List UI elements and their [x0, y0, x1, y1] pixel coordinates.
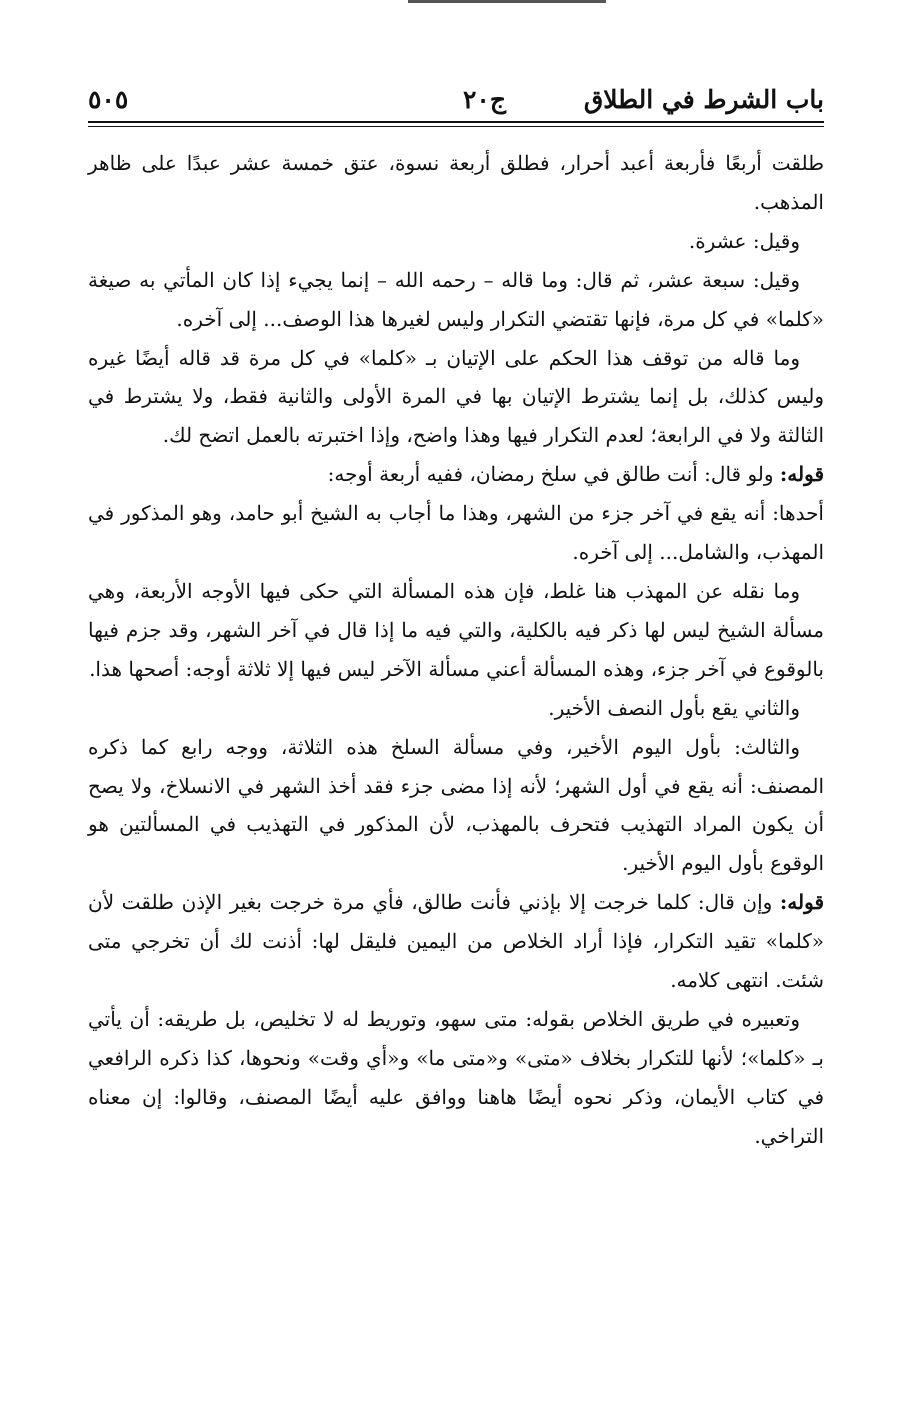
paragraph-lead: قوله: — [779, 890, 824, 915]
paragraph: وقيل: سبعة عشر، ثم قال: وما قاله – رحمه الله – إنما يجيء إذا كان المأتي به صيغة «كلما» في كل مرة، فإنها تقتضي التكرار وليس لغيرها هذا الوصف... إلى آخره. — [88, 267, 824, 331]
page-number: ٥٠٥ — [88, 85, 129, 114]
header-rule-thick — [88, 121, 824, 123]
paragraph: أحدها: أنه يقع في آخر جزء من الشهر، وهذا ما أجاب به الشيخ أبو حامد، وهو المذكور في المهذب، والشامل... إلى آخره. — [88, 501, 824, 565]
paragraph-lead: قوله: — [779, 462, 824, 487]
header-rule-thin — [88, 126, 824, 127]
top-rule — [408, 0, 606, 3]
chapter-title: باب الشرط في الطلاق — [583, 85, 824, 114]
paragraph: والثاني يقع بأول النصف الأخير. — [548, 695, 800, 720]
paragraph-text: ولو قال: أنت طالق في سلخ رمضان، ففيه أربعة أوجه: — [327, 462, 780, 487]
paragraph — [88, 883, 824, 1000]
paragraph: وتعبيره في طريق الخلاص بقوله: متى سهو، وتوريط له لا تخليص، بل طريقه: أن يأتي بـ «كلما»؛ لأنها للتكرار بخلاف «متى» و«متى ما» و«أي وقت» ونحوها، كذا ذكره الرافعي في كتاب الأيمان، وذكر نحوه أيضًا هاهنا ووافق عليه أيضًا المصنف، وقالوا: إن معناه التراخي. — [88, 1006, 824, 1148]
paragraph — [88, 455, 824, 494]
paragraph: وقيل: عشرة. — [688, 228, 800, 253]
paragraph: والثالث: بأول اليوم الأخير، وفي مسألة السلخ هذه الثلاثة، ووجه رابع كما ذكره المصنف: أنه يقع في أول الشهر؛ لأنه إذا مضى جزء فقد أخذ الشهر في الانسلاخ، ولا يصح أن يكون المراد التهذيب فتحرف بالمهذب، لأن المذكور في التهذيب في المسألتين هو الوقوع بأول اليوم الأخير. — [88, 734, 824, 876]
page-header — [88, 84, 824, 124]
paragraph-text: وإن قال: كلما خرجت إلا بإذني فأنت طالق، فأي مرة خرجت بغير الإذن طلقت لأن «كلما» تقيد التكرار، فإذا أراد الخلاص من اليمين فليقل لها: أذنت لك أن تخرجي متى شئت. انتهى كلامه. — [88, 890, 824, 993]
volume-number: ج٢٠ — [463, 85, 506, 114]
paragraph: وما قاله من توقف هذا الحكم على الإتيان بـ «كلما» في كل مرة قد قاله أيضًا غيره وليس كذلك، بل إنما يشترط الإتيان بها في المرة الأولى والثانية فقط، ولا يشترط في الثالثة ولا في الرابعة؛ لعدم التكرار فيها وهذا واضح، وإذا اختبرته بالعمل اتضح لك. — [88, 345, 824, 448]
paragraph: طلقت أربعًا فأربعة أعبد أحرار، فطلق أربعة نسوة، عتق خمسة عشر عبدًا على ظاهر المذهب. — [88, 151, 824, 214]
paragraph: وما نقله عن المهذب هنا غلط، فإن هذه المسألة التي حكى فيها الأوجه الأربعة، وهي مسألة الشيخ ليس لها ذكر فيه بالكلية، والتي فيه ما إذا قال في آخر الشهر، وقد جزم فيها بالوقوع في آخر جزء، وهذه المسألة أعني مسألة الآخر ليس فيها إلا ثلاثة أوجه: أصحها هذا. — [88, 578, 825, 681]
body-text — [88, 144, 824, 1156]
